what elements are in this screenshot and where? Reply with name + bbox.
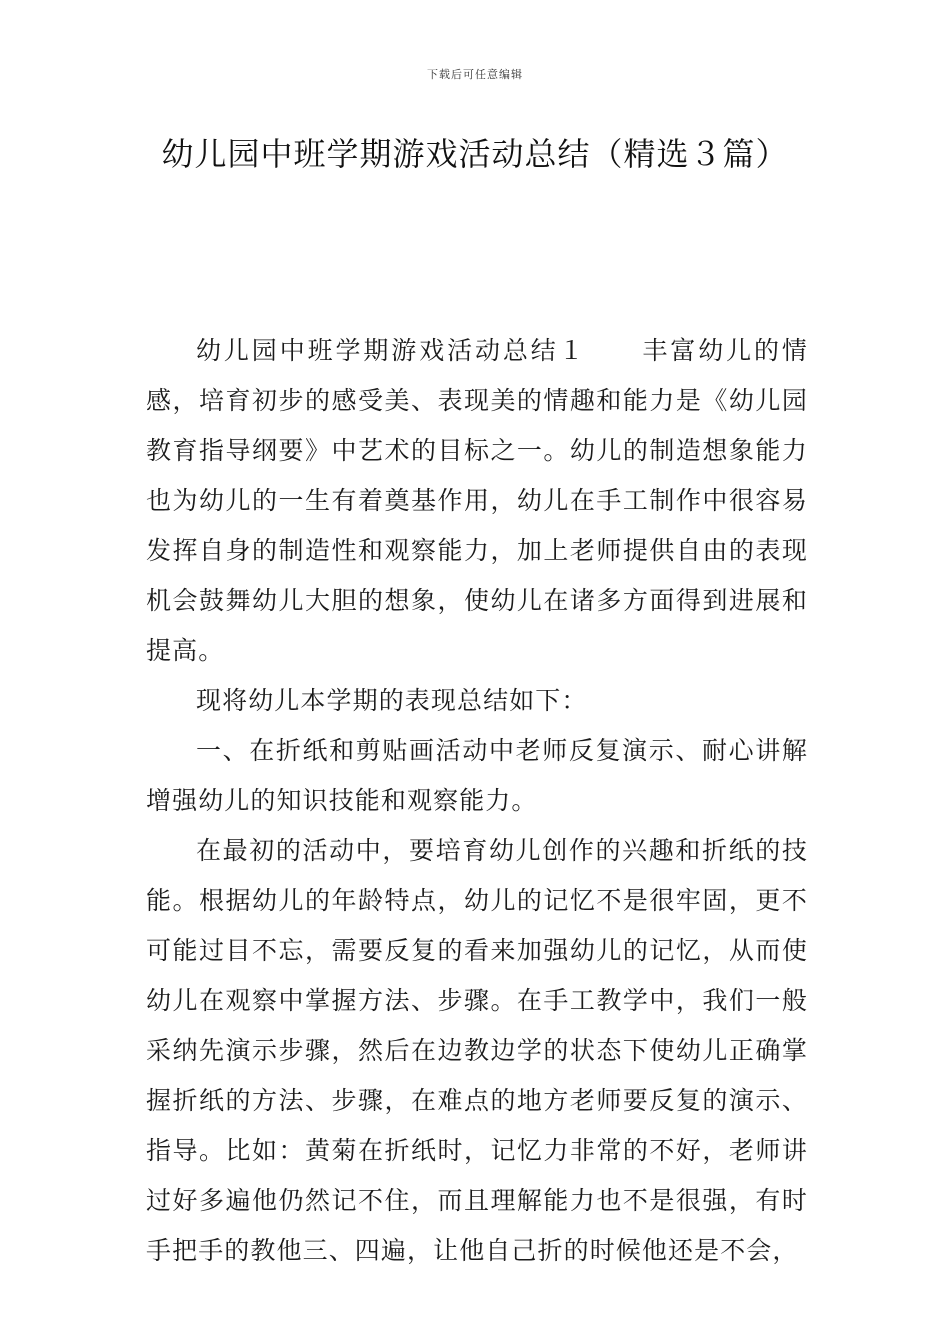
header-note: 下载后可任意编辑	[427, 68, 523, 81]
paragraph-4: 在最初的活动中，要培育幼儿创作的兴趣和折纸的技能。根据幼儿的年龄特点，幼儿的记忆不是很牢固，更不可能过目不忘，需要反复的看来加强幼儿的记忆，从而使幼儿在观察中掌握方法、步骤。在手工教学中，我们一般采纳先演示步骤，然后在边教边学的状态下使幼儿正确掌握折纸的方法、步骤，在难点的地方老师要反复的演示、指导。比如：黄菊在折纸时，记忆力非常的不好，老师讲过好多遍他仍然记不住，而且理解能力也不是很强，有时手把手的教他三、四遍，让他自己折的时候他还是不会，	[146, 836, 808, 1265]
paragraph-3: 一、在折纸和剪贴画活动中老师反复演示、耐心讲解增强幼儿的知识技能和观察能力。	[146, 736, 808, 815]
document-body	[146, 326, 808, 1276]
document-title: 幼儿园中班学期游戏活动总结（精选３篇）	[161, 135, 789, 173]
paragraph-1-text: 丰富幼儿的情感，培育初步的感受美、表现美的情趣和能力是《幼儿园教育指导纲要》中艺术的目标之一。幼儿的制造想象能力也为幼儿的一生有着奠基作用，幼儿在手工制作中很容易发挥自身的制造性和观察能力，加上老师提供自由的表现机会鼓舞幼儿大胆的想象，使幼儿在诸多方面得到进展和提高。	[146, 336, 808, 665]
paragraph-2: 现将幼儿本学期的表现总结如下：	[196, 686, 588, 715]
paragraph-1	[146, 326, 808, 676]
section-label: 幼儿园中班学期游戏活动总结１	[196, 336, 587, 365]
